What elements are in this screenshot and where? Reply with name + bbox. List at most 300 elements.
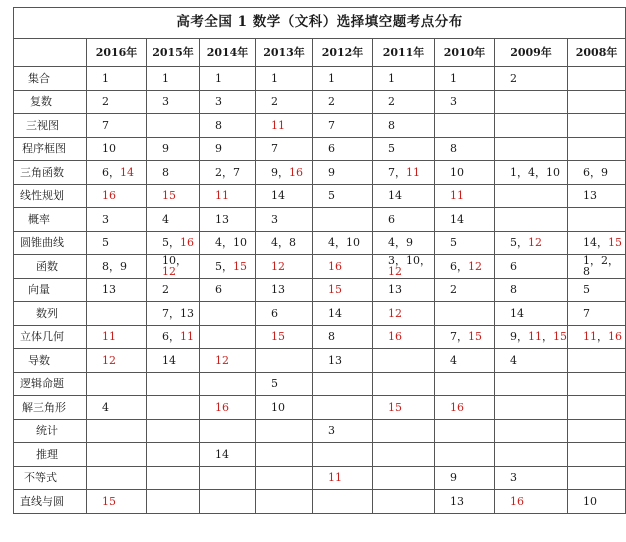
table-cell	[373, 466, 435, 490]
value: 8	[450, 142, 457, 156]
highlighted-value: 11	[328, 471, 342, 485]
topic-label: 导数	[14, 349, 87, 373]
table-row	[14, 184, 626, 208]
value: 3	[450, 95, 457, 109]
table-cell	[435, 396, 495, 420]
table-title: 高考全国 1 数学（文科）选择填空题考点分布	[14, 8, 626, 39]
value: 14	[450, 212, 464, 226]
table-cell	[435, 255, 495, 279]
table-cell	[256, 184, 313, 208]
table-cell	[373, 419, 435, 443]
table-cell	[313, 184, 373, 208]
table-cell	[435, 349, 495, 373]
highlighted-value: 15	[233, 259, 247, 273]
table-cell	[495, 184, 568, 208]
highlighted-value: 11	[450, 189, 464, 203]
value: 10，	[162, 254, 187, 268]
table-cell	[87, 137, 147, 161]
value: 4，9	[388, 236, 413, 250]
table-cell	[435, 67, 495, 91]
value: 5，	[162, 236, 180, 250]
highlighted-value: 12	[271, 259, 285, 273]
table-cell	[200, 161, 256, 185]
value: 13	[102, 283, 116, 297]
highlighted-value: 12	[468, 259, 482, 273]
value: 2	[162, 283, 169, 297]
table-cell	[87, 372, 147, 396]
highlighted-value: 12	[162, 265, 176, 279]
highlighted-value: 15	[468, 330, 482, 344]
table-cell	[495, 67, 568, 91]
value: 1	[450, 71, 457, 85]
value: 2，7	[215, 165, 240, 179]
table-cell	[435, 90, 495, 114]
table-cell	[87, 490, 147, 514]
value: 13	[583, 189, 597, 203]
table-row	[14, 255, 626, 279]
table-cell	[200, 231, 256, 255]
table-cell	[200, 396, 256, 420]
value: 5	[583, 283, 590, 297]
topic-label: 集合	[14, 67, 87, 91]
year-header: 2008年	[568, 39, 626, 67]
table-cell	[147, 372, 200, 396]
value: 5	[271, 377, 278, 391]
table-cell	[495, 443, 568, 467]
value: ，	[597, 330, 608, 344]
table-cell	[147, 137, 200, 161]
value: 6，	[162, 330, 180, 344]
topic-label: 推理	[14, 443, 87, 467]
table-cell	[435, 161, 495, 185]
table-cell	[495, 325, 568, 349]
table-cell	[568, 396, 626, 420]
table-cell	[435, 278, 495, 302]
table-row	[14, 90, 626, 114]
table-row	[14, 396, 626, 420]
value: 3	[328, 424, 335, 438]
value: 4	[162, 212, 169, 226]
topic-label: 解三角形	[14, 396, 87, 420]
table-cell	[256, 137, 313, 161]
table-cell	[435, 490, 495, 514]
table-cell	[373, 302, 435, 326]
value: 5	[450, 236, 457, 250]
topic-label: 数列	[14, 302, 87, 326]
value: 5	[102, 236, 109, 250]
topic-label: 逻辑命题	[14, 372, 87, 396]
table-cell	[200, 255, 256, 279]
table-cell	[495, 372, 568, 396]
year-header: 2016年	[87, 39, 147, 67]
table-cell	[87, 184, 147, 208]
table-cell	[568, 137, 626, 161]
table-row	[14, 466, 626, 490]
value: 7，	[450, 330, 468, 344]
table-cell	[373, 184, 435, 208]
value: 9，	[510, 330, 528, 344]
table-cell	[200, 67, 256, 91]
table-cell	[147, 255, 200, 279]
table-cell	[87, 67, 147, 91]
table-cell	[147, 90, 200, 114]
highlighted-value: 16	[450, 400, 464, 414]
value: 13	[450, 494, 464, 508]
table-cell	[256, 490, 313, 514]
value: 1	[388, 71, 395, 85]
topic-label: 线性规划	[14, 184, 87, 208]
table-row	[14, 372, 626, 396]
table-cell	[313, 443, 373, 467]
table-cell	[256, 114, 313, 138]
table-cell	[435, 466, 495, 490]
table-cell	[87, 114, 147, 138]
highlighted-value: 11	[528, 330, 542, 344]
table-row	[14, 325, 626, 349]
table-cell	[256, 255, 313, 279]
value: 5，	[215, 259, 233, 273]
value: 8	[328, 330, 335, 344]
table-cell	[147, 419, 200, 443]
table-cell	[435, 231, 495, 255]
table-body	[14, 67, 626, 514]
table-cell	[568, 184, 626, 208]
value: 13	[388, 283, 402, 297]
table-cell	[313, 278, 373, 302]
table-cell	[373, 67, 435, 91]
table-cell	[568, 114, 626, 138]
table-cell	[147, 302, 200, 326]
topic-label: 函数	[14, 255, 87, 279]
table-cell	[313, 208, 373, 232]
table-cell	[147, 231, 200, 255]
value: 9，	[271, 165, 289, 179]
value: 1	[271, 71, 278, 85]
value: 10	[450, 165, 464, 179]
table-cell	[313, 231, 373, 255]
table-row	[14, 349, 626, 373]
table-cell	[373, 349, 435, 373]
table-cell	[313, 419, 373, 443]
value: 2	[328, 95, 335, 109]
highlighted-value: 15	[102, 494, 116, 508]
value: 1	[328, 71, 335, 85]
table-cell	[313, 349, 373, 373]
highlighted-value: 16	[328, 259, 342, 273]
highlighted-value: 12	[102, 353, 116, 367]
value: 4，8	[271, 236, 296, 250]
table-cell	[87, 419, 147, 443]
highlighted-value: 16	[180, 236, 194, 250]
table-cell	[495, 419, 568, 443]
table-cell	[373, 137, 435, 161]
value: 4，10	[215, 236, 247, 250]
table-cell	[87, 208, 147, 232]
table-cell	[495, 490, 568, 514]
topic-label: 直线与圆	[14, 490, 87, 514]
table-cell	[87, 302, 147, 326]
topic-label: 不等式	[14, 466, 87, 490]
table-cell	[373, 161, 435, 185]
table-cell	[495, 349, 568, 373]
table-cell	[87, 443, 147, 467]
highlighted-value: 11	[271, 118, 285, 132]
table-cell	[435, 443, 495, 467]
table-cell	[435, 184, 495, 208]
table-cell	[568, 90, 626, 114]
value: 6	[215, 283, 222, 297]
value: 1，4，10	[510, 165, 560, 179]
table-cell	[147, 208, 200, 232]
topic-label: 统计	[14, 419, 87, 443]
value: 6，9	[583, 165, 608, 179]
value: 10	[583, 494, 597, 508]
table-cell	[147, 161, 200, 185]
table-cell	[435, 208, 495, 232]
table-cell	[313, 490, 373, 514]
value: 6，	[102, 165, 120, 179]
highlighted-value: 16	[289, 165, 303, 179]
value: 8	[215, 118, 222, 132]
value: 4	[102, 400, 109, 414]
value: 14	[271, 189, 285, 203]
table-cell	[373, 255, 435, 279]
value: 2	[102, 95, 109, 109]
highlighted-value: 15	[608, 236, 622, 250]
value: 14	[388, 189, 402, 203]
highlighted-value: 15	[328, 283, 342, 297]
value: 14	[162, 353, 176, 367]
table-cell	[256, 443, 313, 467]
table-cell	[200, 466, 256, 490]
table-cell	[495, 255, 568, 279]
value: 7	[328, 118, 335, 132]
table-cell	[568, 67, 626, 91]
table-cell	[435, 419, 495, 443]
value: 10	[271, 400, 285, 414]
table-cell	[568, 278, 626, 302]
table-row	[14, 278, 626, 302]
highlighted-value: 14	[120, 165, 134, 179]
table-cell	[87, 90, 147, 114]
table-cell	[147, 466, 200, 490]
value: 7，	[388, 165, 406, 179]
table-cell	[313, 302, 373, 326]
value: 3	[271, 212, 278, 226]
table-cell	[373, 278, 435, 302]
table-cell	[147, 114, 200, 138]
highlighted-value: 11	[180, 330, 194, 344]
value: 6	[328, 142, 335, 156]
table-cell	[568, 443, 626, 467]
table-cell	[313, 67, 373, 91]
value: 5	[388, 142, 395, 156]
table-cell	[568, 349, 626, 373]
value: 6	[388, 212, 395, 226]
table-cell	[373, 490, 435, 514]
year-header: 2013年	[256, 39, 313, 67]
table-cell	[435, 372, 495, 396]
table-cell	[256, 161, 313, 185]
table-cell	[313, 137, 373, 161]
table-row	[14, 67, 626, 91]
table-cell	[87, 396, 147, 420]
table-row	[14, 208, 626, 232]
table-cell	[373, 443, 435, 467]
value: ，	[542, 330, 553, 344]
year-header: 2014年	[200, 39, 256, 67]
value: 7	[271, 142, 278, 156]
table-cell	[147, 443, 200, 467]
highlighted-value: 12	[388, 265, 402, 279]
value: 3	[162, 95, 169, 109]
table-cell	[568, 161, 626, 185]
table-cell	[373, 325, 435, 349]
table-cell	[568, 231, 626, 255]
table-cell	[313, 90, 373, 114]
year-header-row	[14, 39, 626, 67]
table-cell	[256, 302, 313, 326]
table-cell	[200, 372, 256, 396]
table-row	[14, 114, 626, 138]
table-cell	[313, 255, 373, 279]
value: 6，	[450, 259, 468, 273]
table-cell	[313, 114, 373, 138]
table-cell	[495, 161, 568, 185]
value: 14，	[583, 236, 608, 250]
topic-label: 向量	[14, 278, 87, 302]
value: 7，13	[162, 306, 194, 320]
table-cell	[373, 90, 435, 114]
value: 8，9	[102, 259, 127, 273]
highlighted-value: 11	[583, 330, 597, 344]
table-cell	[200, 137, 256, 161]
value: 10	[102, 142, 116, 156]
table-cell	[200, 490, 256, 514]
table-cell	[87, 161, 147, 185]
value: 3	[215, 95, 222, 109]
table-cell	[373, 208, 435, 232]
value: 9	[450, 471, 457, 485]
year-header: 2015年	[147, 39, 200, 67]
table-cell	[495, 114, 568, 138]
value: 13	[328, 353, 342, 367]
value: 4	[510, 353, 517, 367]
value: 1	[102, 71, 109, 85]
highlighted-value: 16	[608, 330, 622, 344]
highlighted-value: 15	[553, 330, 567, 344]
table-cell	[373, 114, 435, 138]
value: 1	[162, 71, 169, 85]
table-cell	[200, 90, 256, 114]
topic-label: 立体几何	[14, 325, 87, 349]
table-cell	[200, 443, 256, 467]
table-cell	[495, 231, 568, 255]
table-cell	[435, 114, 495, 138]
year-header: 2011年	[373, 39, 435, 67]
table-cell	[313, 325, 373, 349]
table-cell	[313, 466, 373, 490]
year-header: 2012年	[313, 39, 373, 67]
table-row	[14, 161, 626, 185]
table-row	[14, 490, 626, 514]
table-cell	[147, 67, 200, 91]
table-cell	[200, 208, 256, 232]
highlighted-value: 16	[510, 494, 524, 508]
table-cell	[313, 372, 373, 396]
year-header: 2009年	[495, 39, 568, 67]
value: 6	[271, 306, 278, 320]
topic-label: 三角函数	[14, 161, 87, 185]
table-cell	[256, 325, 313, 349]
table-row	[14, 302, 626, 326]
value: 4，10	[328, 236, 360, 250]
topic-label: 概率	[14, 208, 87, 232]
value: 14	[328, 306, 342, 320]
table-cell	[200, 184, 256, 208]
value: 7	[102, 118, 109, 132]
value: 3，10，	[388, 254, 431, 268]
table-cell	[568, 419, 626, 443]
table-cell	[256, 372, 313, 396]
table-cell	[87, 231, 147, 255]
table-cell	[256, 278, 313, 302]
table-cell	[200, 349, 256, 373]
highlighted-value: 16	[388, 330, 402, 344]
table-wrapper	[13, 7, 622, 514]
table-cell	[495, 208, 568, 232]
table-row	[14, 231, 626, 255]
corner-cell	[14, 39, 87, 67]
highlighted-value: 16	[102, 189, 116, 203]
table-cell	[568, 325, 626, 349]
value: 1，2，8	[583, 254, 619, 279]
value: 14	[215, 447, 229, 461]
value: 2	[510, 71, 517, 85]
highlighted-value: 11	[102, 330, 116, 344]
value: 5，	[510, 236, 528, 250]
table-cell	[87, 466, 147, 490]
highlighted-value: 15	[388, 400, 402, 414]
table-row	[14, 419, 626, 443]
table-cell	[256, 396, 313, 420]
table-cell	[200, 325, 256, 349]
table-cell	[256, 466, 313, 490]
table-cell	[568, 302, 626, 326]
table-row	[14, 137, 626, 161]
value: 3	[102, 212, 109, 226]
highlighted-value: 12	[528, 236, 542, 250]
value: 4	[450, 353, 457, 367]
value: 14	[510, 306, 524, 320]
value: 9	[162, 142, 169, 156]
table-cell	[256, 208, 313, 232]
value: 5	[328, 189, 335, 203]
value: 8	[510, 283, 517, 297]
table-cell	[87, 325, 147, 349]
table-cell	[495, 137, 568, 161]
table-cell	[495, 396, 568, 420]
value: 9	[328, 165, 335, 179]
table-cell	[87, 255, 147, 279]
table-cell	[495, 278, 568, 302]
table-cell	[568, 466, 626, 490]
highlighted-value: 12	[388, 306, 402, 320]
value: 7	[583, 306, 590, 320]
table-cell	[435, 137, 495, 161]
highlighted-value: 15	[271, 330, 285, 344]
table-cell	[495, 302, 568, 326]
